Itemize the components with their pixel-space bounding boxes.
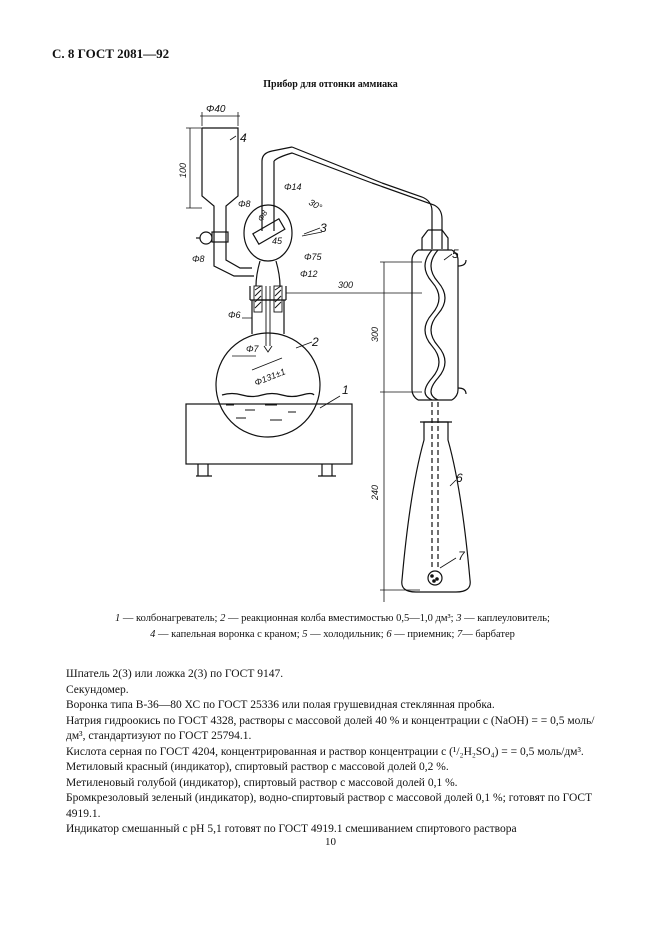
caption-num: 5 (302, 629, 308, 640)
dim-d7: Φ7 (246, 344, 259, 354)
label-2: 2 (312, 335, 319, 349)
dim-h100: 100 (178, 162, 188, 178)
dim-d8-top: Φ8 (238, 199, 251, 209)
heater (186, 404, 352, 476)
body-text (66, 667, 596, 838)
dim-angle30: 30° (307, 197, 324, 213)
paragraph: Кислота серная по ГОСТ 4204, концентрированная и раствор концентрации c (¹/₂H₂SO₄) = = 0,5 моль/дм³. (66, 745, 584, 758)
dimension-lines (186, 112, 422, 602)
label-5: 5 (452, 247, 459, 261)
stopper (254, 286, 282, 352)
caption-num: 4 (150, 629, 156, 640)
dim-d12: Φ12 (300, 269, 318, 279)
label-4: 4 (240, 131, 247, 145)
figure-title: Прибор для отгонки аммиака (263, 79, 398, 90)
dim-d6: Φ6 (228, 310, 241, 320)
caption-text: — реакционная колба вместимостью 0,5—1,0 дм³; (225, 613, 457, 624)
page-number: 10 (325, 836, 336, 848)
label-6: 6 (456, 471, 463, 485)
dim-d14: Φ14 (284, 182, 302, 192)
dim-len45: 45 (272, 236, 283, 246)
reaction-flask (216, 286, 320, 437)
caption-num: 6 (386, 629, 392, 640)
dim-len300-v: 300 (370, 326, 380, 342)
dim-d131: Φ131±1 (253, 366, 287, 388)
dim-d40: Φ40 (206, 104, 226, 115)
caption-line-2 (60, 627, 605, 643)
receiver-flask (402, 402, 470, 592)
caption-text: — каплеуловитель; (461, 613, 550, 624)
label-3: 3 (320, 221, 327, 235)
label-1: 1 (342, 383, 349, 397)
paragraph: Метиловый красный (индикатор), спиртовый раствор с массовой долей 0,2 %. (66, 761, 449, 773)
paragraph: Бромкрезоловый зеленый (индикатор), водно-спиртовый раствор с массовой долей 0,1 %; готовят по ГОСТ 4919.1. (66, 792, 593, 820)
caption-num: 7 (457, 629, 463, 640)
caption-line-1 (60, 611, 605, 627)
caption-text: — колбонагреватель; (120, 613, 221, 624)
paragraph: Шпатель 2(3) или ложка 2(3) по ГОСТ 9147. (66, 668, 284, 680)
label-7: 7 (458, 549, 465, 563)
paragraph: Индикатор смешанный с pH 5,1 готовят по ГОСТ 4919.1 смешиванием спиртового раствора (66, 823, 517, 835)
caption-text: — холодильник; (307, 629, 387, 640)
apparatus-drawing (0, 90, 661, 610)
caption-num: 3 (456, 613, 462, 624)
caption-text: — приемник; (391, 629, 457, 640)
paragraph: Натрия гидроокись по ГОСТ 4328, растворы с массовой долей 40 % и концентрации c (NaOH) = = 0,5 моль/дм³, стандартизуют по ГОСТ 25794.1. (66, 714, 595, 742)
caption-num: 1 (115, 613, 121, 624)
figure-caption (60, 611, 605, 643)
dim-d75: Φ75 (304, 252, 322, 262)
bubbler (428, 571, 442, 585)
caption-text: — капельная воронка с краном; (155, 629, 303, 640)
dim-len240: 240 (370, 484, 380, 500)
dim-d8-mid: Φ8 (255, 208, 270, 223)
dim-d8-stop: Φ8 (192, 254, 205, 264)
paragraph: Воронка типа В-36—80 ХС по ГОСТ 25336 или полая грушевидная стеклянная пробка. (66, 699, 495, 711)
dim-len300-h: 300 (338, 280, 354, 290)
paragraph: Секундомер. (66, 683, 129, 696)
page-header: С. 8 ГОСТ 2081—92 (52, 46, 170, 61)
caption-num: 2 (220, 613, 226, 624)
paragraph: Метиленовый голубой (индикатор), спиртовый раствор с массовой долей 0,1 %. (66, 776, 458, 789)
caption-text: — барбатер (462, 629, 515, 640)
